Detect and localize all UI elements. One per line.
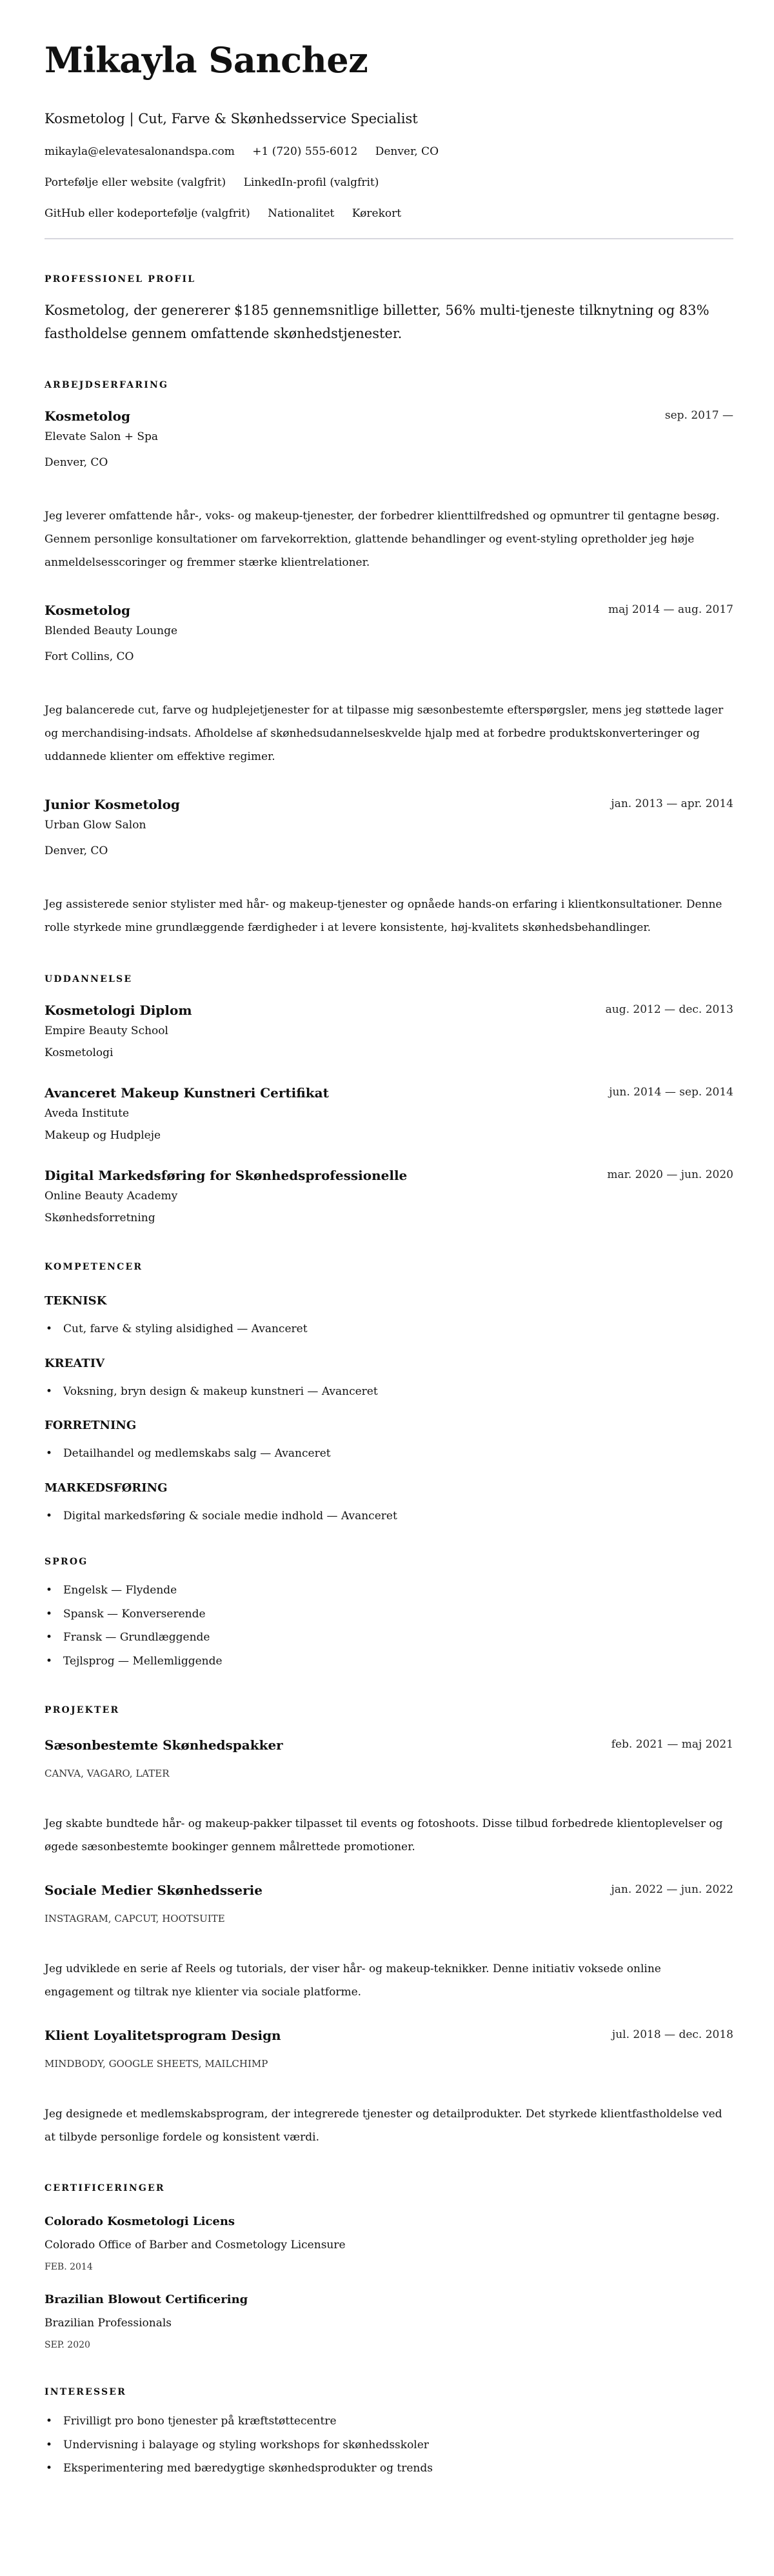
phone-link[interactable]: +1 (720) 555-6012 xyxy=(252,145,358,158)
contact-line xyxy=(45,198,733,229)
project-title: Sociale Medier Skønhedsserie xyxy=(45,1882,263,1898)
projects-section xyxy=(45,1704,733,2149)
profile-section xyxy=(45,273,733,345)
school-name: Online Beauty Academy xyxy=(45,1190,178,1203)
job-description: Jeg leverer omfattende hår-, voks- og makeup-tjenester, der forbedrer klienttilfredshed og opmuntrer til gentagne besøg. Gennem personlige konsultationer om farvekorrektion, glattende behandlinger og event-styling opretholder jeg høje anmeldelsesscoringer og fremmer stærke klientrelationer. xyxy=(45,510,720,569)
job-entry xyxy=(45,601,733,768)
job-dates: sep. 2017 — xyxy=(664,409,733,422)
interest-text: Frivilligt pro bono tjenester på kræftstøttecentre xyxy=(63,2415,337,2428)
list-item xyxy=(45,1626,733,1650)
list-item xyxy=(45,1442,733,1466)
project-entry xyxy=(45,1881,733,2004)
job-company: Blended Beauty Lounge xyxy=(45,624,178,637)
job-location: Denver, CO xyxy=(45,456,108,469)
field-of-study: Makeup og Hudpleje xyxy=(45,1129,161,1142)
job-company: Elevate Salon + Spa xyxy=(45,430,159,443)
skills-section xyxy=(45,1261,733,1528)
certification-title: Colorado Kosmetologi Licens xyxy=(45,2215,235,2228)
project-entry xyxy=(45,1735,733,1859)
project-tech: INSTAGRAM, CAPCUT, HOOTSUITE xyxy=(45,1913,225,1924)
education-dates: jun. 2014 — sep. 2014 xyxy=(609,1086,733,1099)
bullet-icon: • xyxy=(46,1509,53,1523)
github-link[interactable]: GitHub eller kodeportefølje (valgfrit) xyxy=(45,207,250,220)
field-of-study: Skønhedsforretning xyxy=(45,1212,155,1224)
list-item xyxy=(45,1504,733,1528)
bullet-icon: • xyxy=(46,2462,53,2475)
bullet-icon: • xyxy=(46,1607,53,1621)
certification-issuer: Brazilian Professionals xyxy=(45,2317,172,2330)
interest-text: Undervisning i balayage og styling workshops for skønhedsskoler xyxy=(63,2438,429,2451)
bullet-icon: • xyxy=(46,1384,53,1398)
interests-section xyxy=(45,2386,733,2481)
list-item xyxy=(45,1380,733,1404)
list-item xyxy=(45,2457,733,2481)
section-heading: SPROG xyxy=(45,1557,88,1567)
skill-text: Digital markedsføring & sociale medie indhold — Avanceret xyxy=(63,1509,397,1523)
skill-category: KREATIV xyxy=(45,1356,105,1370)
job-title: Junior Kosmetolog xyxy=(45,797,180,812)
job-location: Denver, CO xyxy=(45,844,108,857)
list-item xyxy=(45,1650,733,1673)
bullet-icon: • xyxy=(46,1323,53,1335)
project-dates: jan. 2022 — jun. 2022 xyxy=(611,1883,733,1896)
bullet-icon: • xyxy=(46,1654,53,1668)
project-title: Sæsonbestemte Skønhedspakker xyxy=(45,1737,283,1753)
language-text: Engelsk — Flydende xyxy=(63,1584,177,1597)
education-dates: mar. 2020 — jun. 2020 xyxy=(607,1168,733,1181)
location: Denver, CO xyxy=(375,145,439,158)
project-tech: CANVA, VAGARO, LATER xyxy=(45,1768,170,1779)
project-entry xyxy=(45,2026,733,2149)
section-heading: KOMPETENCER xyxy=(45,1262,143,1272)
bullet-icon: • xyxy=(46,2438,53,2451)
drivers-license: Kørekort xyxy=(352,207,402,220)
section-heading: PROFESSIONEL PROFIL xyxy=(45,274,196,285)
job-description: Jeg balancerede cut, farve og hudplejetjenester for at tilpasse mig sæsonbestemte efterspørgsler, mens jeg støttede lager og merchandising-indsats. Afholdelse af skønhedsudannelseskvelde hjalp med at forbedre produktskonverteringer og uddannede klienter om effektive regimer. xyxy=(45,704,724,763)
list-item xyxy=(45,1579,733,1603)
profile-summary: Kosmetolog, der genererer $185 gennemsnitlige billetter, 56% multi-tjeneste tilknytning og 83% fastholdelse gennem omfattende skønhedstjenester. xyxy=(45,303,710,341)
linkedin-link[interactable]: LinkedIn-profil (valgfrit) xyxy=(243,176,379,189)
language-text: Spansk — Konverserende xyxy=(63,1607,206,1621)
school-name: Aveda Institute xyxy=(45,1107,130,1120)
skill-text: Voksning, bryn design & makeup kunstneri — Avanceret xyxy=(63,1384,378,1398)
section-heading: UDDANNELSE xyxy=(45,974,133,984)
section-heading: PROJEKTER xyxy=(45,1705,120,1715)
education-entry xyxy=(45,1001,733,1064)
job-entry xyxy=(45,795,733,939)
project-description: Jeg designede et medlemskabsprogram, der integrerede tjenester og detailprodukter. Det styrkede klientfastholdelse ved at tilbyde personlige fordele og konsistent værdi. xyxy=(45,2108,722,2144)
project-title: Klient Loyalitetsprogram Design xyxy=(45,2028,281,2043)
education-entry xyxy=(45,1083,733,1146)
skill-text: Detailhandel og medlemskabs salg — Avanceret xyxy=(63,1447,331,1460)
contact-info xyxy=(45,136,733,229)
headline: Kosmetolog | Cut, Farve & Skønhedsservice Specialist xyxy=(45,111,418,126)
job-dates: maj 2014 — aug. 2017 xyxy=(608,603,733,616)
skill-category: FORRETNING xyxy=(45,1419,137,1432)
portfolio-link[interactable]: Portefølje eller website (valgfrit) xyxy=(45,176,226,189)
job-description: Jeg assisterede senior stylister med hår- og makeup-tjenester og opnåede hands-on erfaring i klientkonsultationer. Denne rolle styrkede mine grundlæggende færdigheder i at levere konsistente, høj-kvalitets skønhedsbehandlinger. xyxy=(45,898,722,934)
education-dates: aug. 2012 — dec. 2013 xyxy=(605,1003,733,1016)
degree-title: Avanceret Makeup Kunstneri Certifikat xyxy=(45,1085,329,1101)
school-name: Empire Beauty School xyxy=(45,1024,168,1037)
list-item xyxy=(45,2410,733,2433)
skill-category: MARKEDSFØRING xyxy=(45,1481,168,1495)
candidate-name: Mikayla Sanchez xyxy=(45,39,368,81)
contact-line xyxy=(45,167,733,198)
bullet-icon: • xyxy=(46,1584,53,1597)
certification-date: FEB. 2014 xyxy=(45,2262,93,2272)
bullet-icon: • xyxy=(46,1631,53,1644)
education-entry xyxy=(45,1166,733,1229)
field-of-study: Kosmetologi xyxy=(45,1046,114,1059)
section-heading: CERTIFICERINGER xyxy=(45,2183,165,2193)
education-section xyxy=(45,973,733,1229)
degree-title: Digital Markedsføring for Skønhedsprofessionelle xyxy=(45,1168,408,1183)
list-item xyxy=(45,2433,733,2457)
job-entry xyxy=(45,406,733,574)
bullet-icon: • xyxy=(46,1447,53,1460)
language-text: Tejlsprog — Mellemliggende xyxy=(63,1654,223,1668)
list-item xyxy=(45,1603,733,1626)
degree-title: Kosmetologi Diplom xyxy=(45,1003,192,1018)
languages-section xyxy=(45,1555,733,1673)
skill-text: Cut, farve & styling alsidighed — Avanceret xyxy=(63,1323,308,1335)
certification-date: SEP. 2020 xyxy=(45,2340,90,2350)
project-description: Jeg udviklede en serie af Reels og tutorials, der viser hår- og makeup-teknikker. Denne initiativ voksede online engagement og tiltrak nye klienter via sociale platforme. xyxy=(45,1962,661,1999)
contact-line xyxy=(45,136,733,167)
nationality: Nationalitet xyxy=(268,207,335,220)
job-company: Urban Glow Salon xyxy=(45,819,146,832)
job-title: Kosmetolog xyxy=(45,603,130,618)
certification-issuer: Colorado Office of Barber and Cosmetology Licensure xyxy=(45,2239,346,2252)
project-tech: MINDBODY, GOOGLE SHEETS, MAILCHIMP xyxy=(45,2058,268,2070)
project-description: Jeg skabte bundtede hår- og makeup-pakker tilpasset til events og fotoshoots. Disse tilbud forbedrede klientoplevelser og øgede sæsonbestemte bookinger gennem målrettede promotioner. xyxy=(45,1817,723,1853)
project-dates: jul. 2018 — dec. 2018 xyxy=(611,2028,733,2041)
header-divider xyxy=(45,238,733,239)
email-link[interactable]: mikayla@elevatesalonandspa.com xyxy=(45,145,235,158)
job-dates: jan. 2013 — apr. 2014 xyxy=(611,797,733,810)
skill-category: TEKNISK xyxy=(45,1294,107,1308)
bullet-icon: • xyxy=(46,2415,53,2428)
experience-section xyxy=(45,379,733,939)
job-location: Fort Collins, CO xyxy=(45,650,134,663)
section-heading: INTERESSER xyxy=(45,2387,126,2397)
certification-entry xyxy=(45,2213,733,2275)
language-text: Fransk — Grundlæggende xyxy=(63,1631,210,1644)
job-title: Kosmetolog xyxy=(45,408,130,424)
certifications-section xyxy=(45,2182,733,2353)
section-heading: ARBEJDSERFARING xyxy=(45,380,169,390)
list-item xyxy=(45,1317,733,1341)
certification-title: Brazilian Blowout Certificering xyxy=(45,2293,248,2306)
interest-text: Eksperimentering med bæredygtige skønhedsprodukter og trends xyxy=(63,2462,433,2475)
certification-entry xyxy=(45,2291,733,2353)
project-dates: feb. 2021 — maj 2021 xyxy=(611,1738,733,1751)
